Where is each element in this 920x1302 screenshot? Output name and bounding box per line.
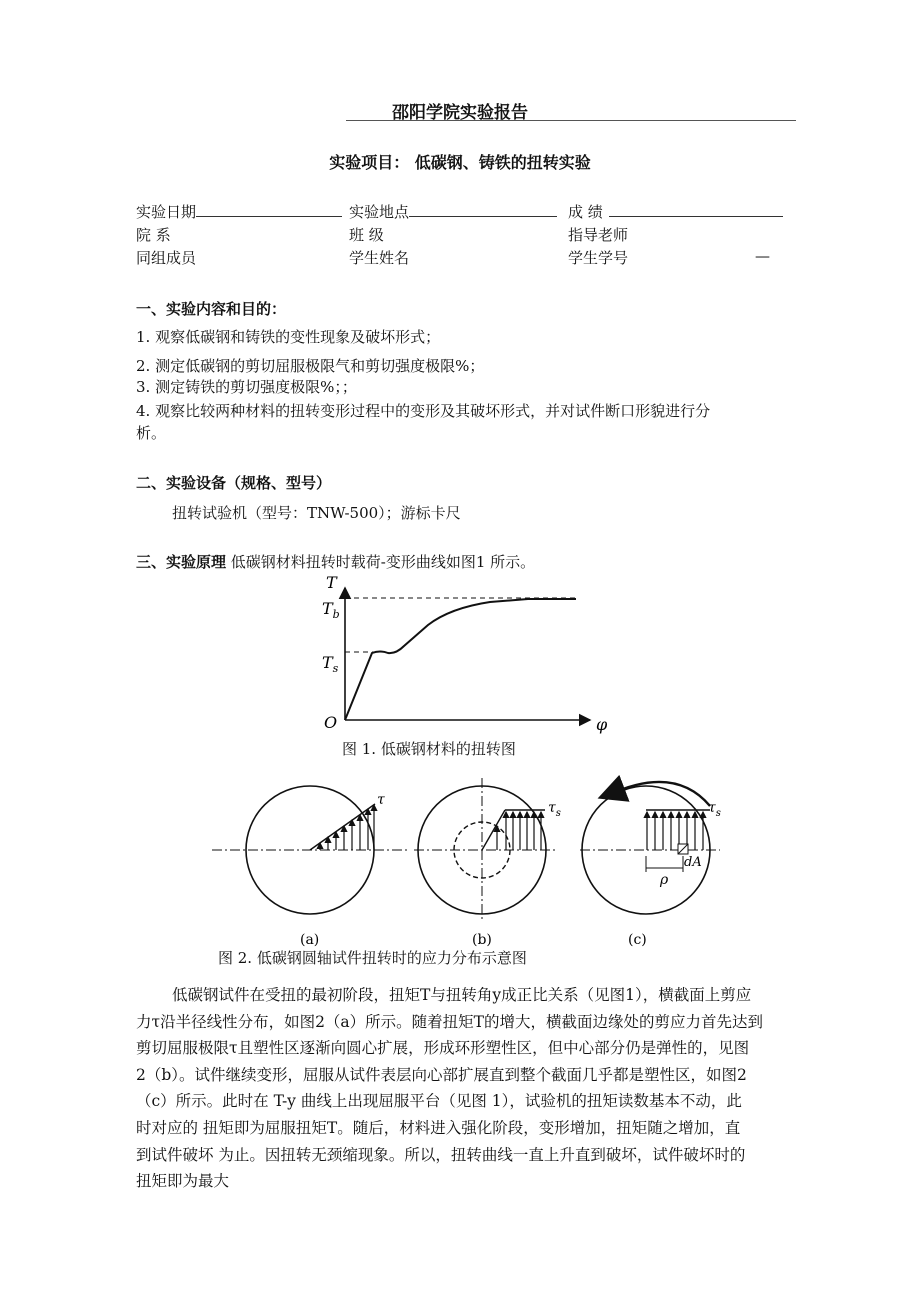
project-title: 实验项目： 低碳钢、铸铁的扭转实验 — [329, 153, 591, 172]
section3-heading: 三、实验原理 — [136, 553, 227, 571]
section1-item-2: 2. 测定低碳钢的剪切屈服极限气和剪切强度极限%； — [136, 357, 485, 375]
grade-blank[interactable] — [609, 202, 783, 217]
class-label: 班 级 — [349, 226, 384, 244]
fig2-diagram-c — [580, 782, 721, 914]
paragraph-line-1: 低碳钢试件在受扭的最初阶段，扭矩T与扭转角y成正比关系（见图1），横截面上剪应 — [172, 986, 752, 1004]
section1-heading: 一、实验内容和目的： — [136, 300, 287, 318]
paragraph-line-3: 剪切屈服极限τ且塑性区逐渐向圆心扩展，形成环形塑性区，但中心部分仍是弹性的，见图 — [136, 1039, 750, 1058]
section3-line — [136, 551, 535, 572]
date-field — [136, 201, 342, 222]
fig2-diagram-a — [212, 786, 410, 914]
grade-label: 成 绩 — [568, 203, 603, 221]
date-label: 实验日期 — [136, 203, 197, 221]
paragraph-line-2: 力τ沿半径线性分布，如图2（a）所示。随着扭矩T的增大，横截面边缘处的剪应力首先达到 — [136, 1012, 764, 1031]
fig2-c-rho: ρ — [660, 872, 669, 888]
figure2-stress-distribution — [200, 768, 760, 948]
fig2-c-dA: dA — [684, 855, 702, 870]
fig1-ts-label: $T_s$ — [322, 653, 339, 675]
fig2-label-c: (c) — [628, 932, 647, 948]
members-label: 同组成员 — [136, 249, 197, 267]
figure1-caption: 图 1. 低碳钢材料的扭转图 — [342, 740, 516, 758]
section1-item-4: 4. 观察比较两种材料的扭转变形过程中的变形及其破坏形式，并对试件断口形貌进行分 — [136, 402, 711, 420]
place-blank[interactable] — [409, 202, 557, 217]
title-underline — [346, 120, 796, 121]
fig1-tb-label: $T_b$ — [322, 599, 340, 621]
paragraph-line-6: 时对应的 扭矩即为屈服扭矩T。随后，材料进入强化阶段，变形增加，扭矩随之增加，直 — [136, 1118, 741, 1137]
paragraph-line-5: （c）所示。此时在 T-y 曲线上出现屈服平台（见图 1），试验机的扭矩读数基本不动，此 — [136, 1092, 742, 1111]
section2-heading: 二、实验设备（规格、型号） — [136, 474, 332, 492]
teacher-label: 指导老师 — [568, 226, 629, 244]
figure1-torsion-curve — [300, 570, 630, 740]
paragraph-line-8: 扭矩即为最大 — [136, 1172, 230, 1191]
fig1-x-label: φ — [596, 715, 608, 734]
equipment-text: 扭转试验机（型号：TNW-500）；游标卡尺 — [172, 504, 461, 522]
fig1-origin-label: O — [324, 713, 338, 732]
section1-item-4-cont: 析。 — [136, 424, 167, 442]
principle-paragraph — [136, 982, 784, 1195]
fig1-y-label: T — [326, 573, 337, 592]
fig1-torque-curve — [345, 599, 576, 720]
section3-intro: 低碳钢材料扭转时载荷-变形曲线如图1 所示。 — [230, 553, 536, 571]
section1-item-3: 3. 测定铸铁的剪切强度极限%；； — [136, 378, 357, 396]
report-title: 邵阳学院实验报告 — [392, 103, 528, 123]
id-mark: — — [755, 247, 770, 265]
fig2-label-b: (b) — [472, 932, 492, 948]
id-label: 学生学号 — [568, 249, 629, 267]
dept-label: 院 系 — [136, 226, 171, 244]
fig2-label-a: (a) — [300, 932, 320, 948]
name-label: 学生姓名 — [349, 249, 410, 267]
place-field — [349, 201, 557, 222]
place-label: 实验地点 — [349, 203, 410, 221]
fig2-a-tau: τ — [377, 792, 385, 808]
fig2-b-tau-s: $\tau_s$ — [548, 800, 561, 819]
paragraph-line-4: 2（b）。试件继续变形，屈服从试件表层向心部扩展直到整个截面几乎都是塑性区，如图2 — [136, 1065, 747, 1084]
grade-field — [568, 201, 783, 222]
section1-item-1: 1. 观察低碳钢和铸铁的变性现象及破坏形式； — [136, 328, 441, 346]
fig2-c-tau-s: $\tau_s$ — [708, 800, 721, 819]
figure2-caption: 图 2. 低碳钢圆轴试件扭转时的应力分布示意图 — [218, 949, 527, 967]
paragraph-line-7: 到试件破坏 为止。因扭转无颈缩现象。所以，扭转曲线一直上升直到破坏，试件破坏时的 — [136, 1145, 746, 1164]
fig2-c-rotation-arrow — [620, 782, 710, 806]
date-blank[interactable] — [196, 202, 342, 217]
fig2-diagram-b — [414, 778, 561, 920]
